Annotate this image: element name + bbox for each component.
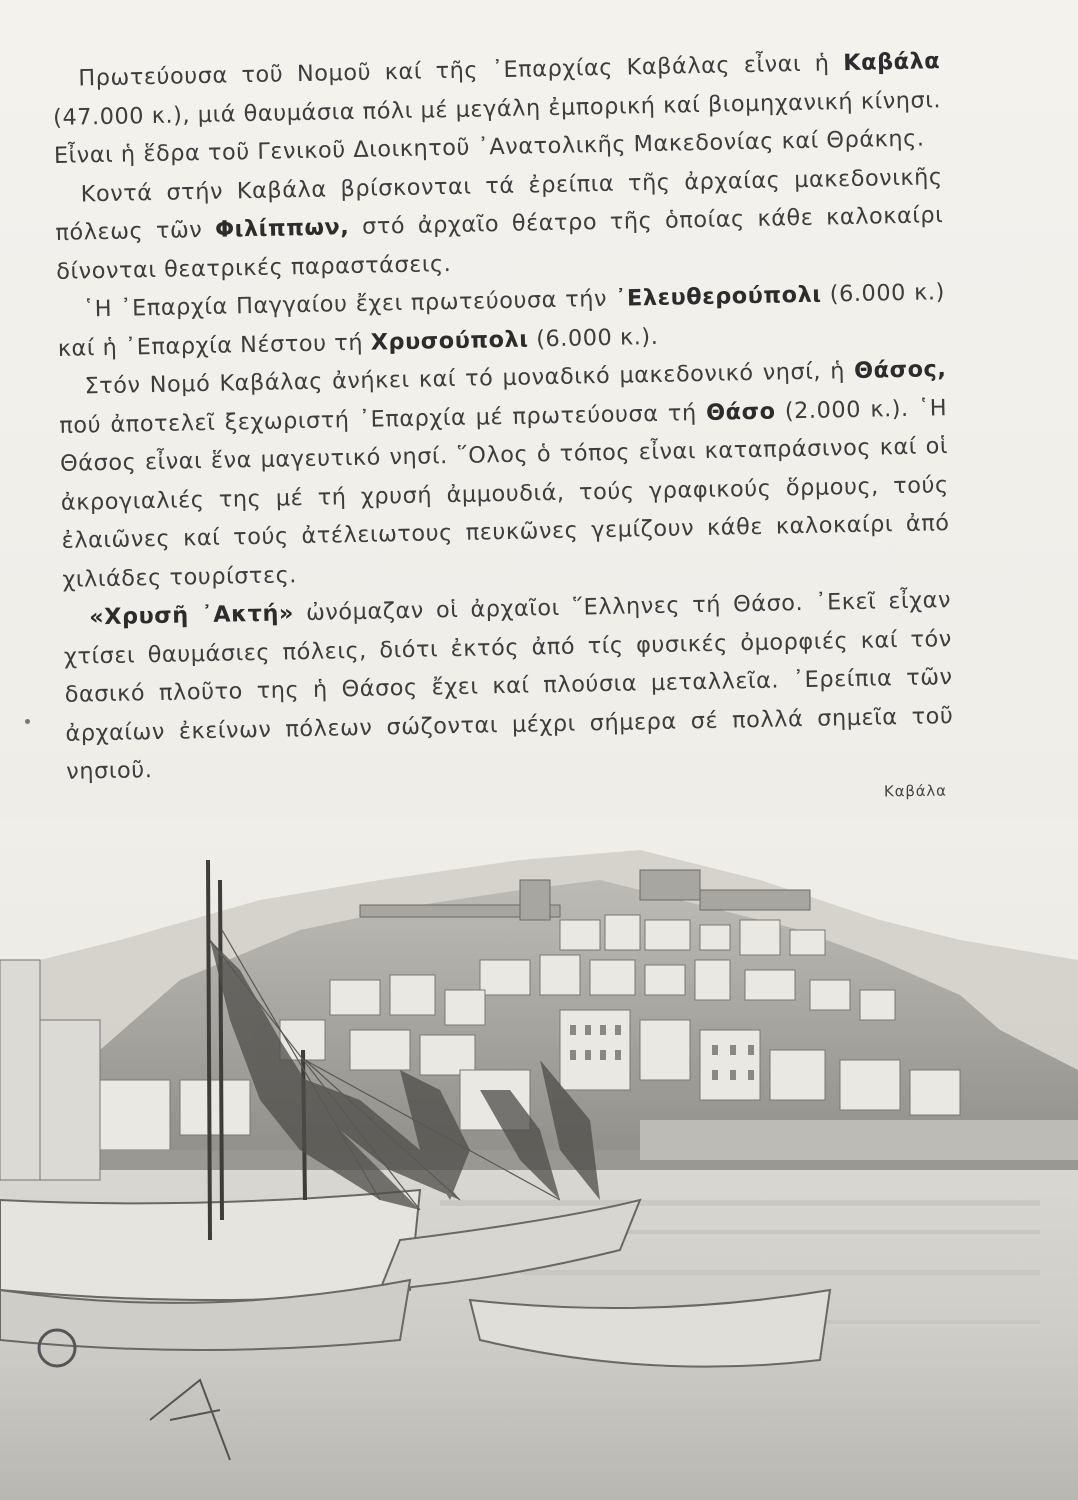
harbor-photo [0,820,1078,1500]
paragraph-thasos: Στόν Νομό Καβάλας ἀνήκει καί τό μοναδικό μακεδονικό νησί, ἡ Θάσος, πού ἀποτελεῖ ξεχωριστή ᾿Επαρχία μέ πρωτεύουσα τή Θάσο (2.000 κ.). ῾Η Θάσος εἶναι ἕνα μαγευτικό νησί. ῞Ολος ὁ τόπος εἶναι καταπράσινος καί οἱ ἀκρογιαλιές της μέ τή χρυσή ἀμμουδιά, τούς γραφικούς ὅρμους, τούς ἐλαιῶνες καί τούς ἀτέλειωτους πευκῶνες γεμίζουν κάθε καλοκαίρι ἀπό χιλιάδες τουρίστες. [59,356,950,593]
body-text [52,42,955,791]
bold-term: ᾿Ελευθερούπολι [615,281,822,312]
paragraph-kavala: Πρωτεύουσα τοῦ Νομοῦ καί τῆς ᾿Επαρχίας Καβάλας εἶναι ἡ Καβάλα (47.000 κ.), μιά θαυμάσια πόλι μέ μεγάλη ἐμπορική καί βιομηχανική κίνησι. Εἶναι ἡ ἕδρα τοῦ Γενικοῦ Διοικητοῦ ᾿Ανατολικῆς Μακεδονίας καί Θράκης. [52,48,942,169]
bold-term: Θάσο [705,398,776,426]
photo-caption: Καβάλα [883,781,947,801]
waterfront-wall [640,1120,1078,1160]
bold-term: «Χρυσῆ ᾿Ακτή» [88,600,295,631]
bold-term: Θάσος, [853,356,947,384]
bold-term: Φιλίππων, [214,214,350,243]
bold-term: Καβάλα [842,48,941,77]
paragraph-golden-coast: «Χρυσῆ ᾿Ακτή» ὠνόμαζαν οἱ ἀρχαῖοι ῞Ελληνες τή Θάσο. ᾿Εκεῖ εἶχαν χτίσει θαυμάσιες πόλεις, διότι ἐκτός ἀπό τίς φυσικές ὀμορφιές καί τόν δασικό πλοῦτο της ἡ Θάσος ἔχει καί πλούσια μεταλλεῖα. ᾿Ερείπια τῶν ἀρχαίων ἐκείνων πόλεων σώζονται μέχρι σήμερα σέ πολλά σημεῖα τοῦ νησιοῦ. [63,587,954,785]
margin-mark [25,719,30,724]
bold-term: Χρυσούπολι [370,325,529,356]
paragraph-provinces: ῾Η ᾿Επαρχία Παγγαίου ἔχει πρωτεύουσα τήν ᾿Ελευθερούπολι (6.000 κ.) καί ἡ ᾿Επαρχία Νέστου τή Χρυσούπολι (6.000 κ.). [57,279,946,362]
paragraph-philippi: Κοντά στήν Καβάλα βρίσκονται τά ἐρείπια τῆς ἀρχαίας μακεδονικῆς πόλεως τῶν Φιλίππων, στό ἀρχαῖο θέατρο τῆς ὁποίας κάθε καλοκαίρι δίνονται θεατρικές παραστάσεις. [55,163,944,285]
